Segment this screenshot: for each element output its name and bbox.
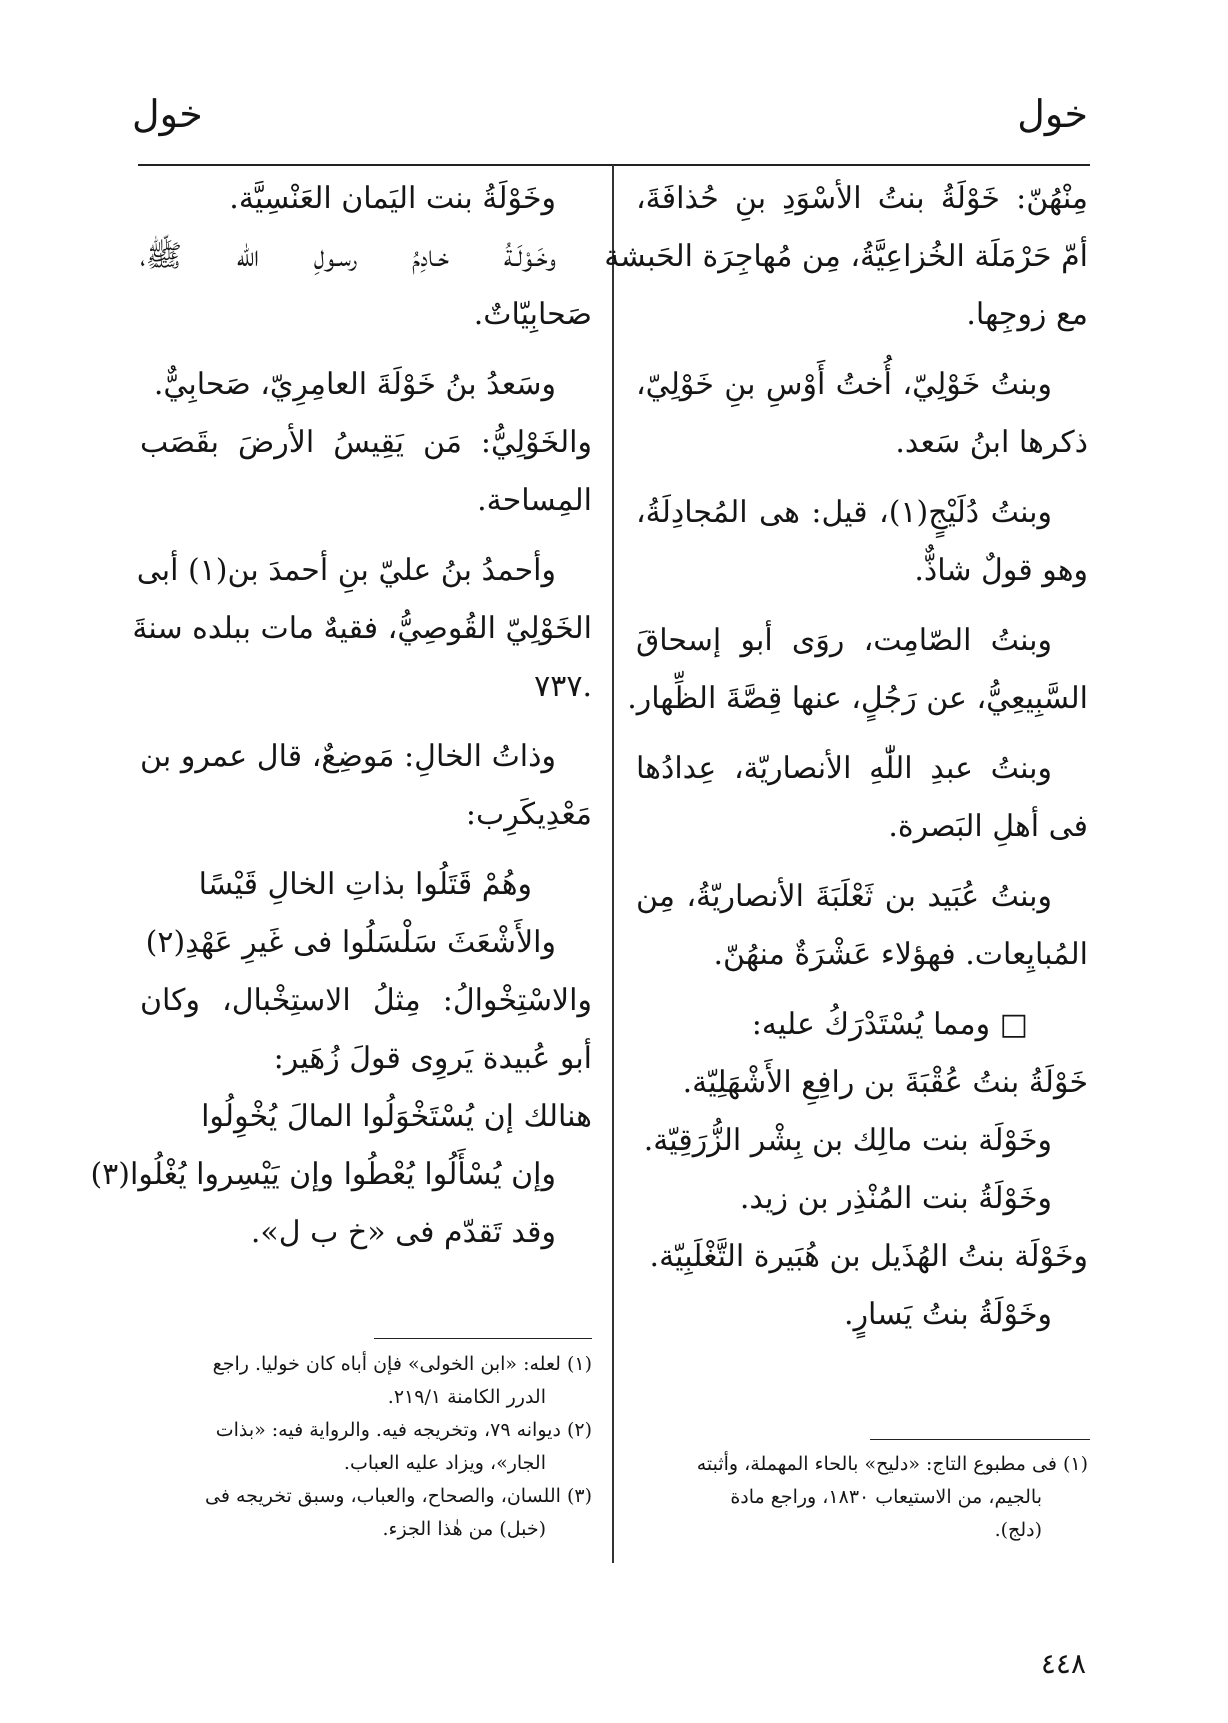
text-line: والاسْتِخْوالُ: مِثلُ الاستِخْبال، وكان	[140, 983, 592, 1018]
text-line: وأحمدُ بنُ عليّ بنِ أحمدَ بن(١) أبى	[136, 553, 556, 588]
text-line: خَوْلَةُ بنتُ عُقْبَةَ بن رافِعِ الأَشْهَلِيّة.	[682, 1065, 1088, 1100]
text-line: وخَـوْلَـةُ خـادِمُ رسـولِ الله ﷺ،	[140, 239, 556, 274]
footnote-line: (١) فى مطبوع التاج: «دليح» بالحاء المهملة، وأثبته	[696, 1453, 1088, 1475]
text-line: وقد تَقدّم فى «خ ب ل».	[250, 1215, 556, 1250]
text-line: وبنتُ دُلَيْجٍ(١)، قيل: هى المُجادِلَةُ،	[636, 495, 1052, 530]
text-line: وبنتُ عبدِ اللّٰهِ الأنصاريّة، عِدادُها	[636, 751, 1052, 786]
running-header-left: خول	[132, 92, 203, 136]
verse-line: والأَشْعَثَ سَلْسَلُوا فى غَيرِ عَهْدِ(٢)	[145, 925, 556, 960]
footnote-line: الجار»، ويزاد عليه العباب.	[343, 1452, 546, 1474]
text-line: الخَوْلِيّ القُوصِيُّ، فقيهٌ مات ببلده سنةَ	[132, 611, 592, 646]
text-line: المُبايِعات. فهؤلاء عَشْرَةٌ منهُنّ.	[713, 937, 1088, 972]
right-column	[604, 170, 1088, 1344]
page-number: ٤٤٨	[1040, 1647, 1086, 1680]
text-line: مِنْهُنّ: خَوْلَةُ بنتُ الأسْوَدِ بنِ حُذافَةَ،	[636, 181, 1088, 216]
text-line: وخَوْلَة بنت مالِك بن بِشْر الزُّرَقِيّة.	[643, 1123, 1052, 1158]
footnote-rule-left	[374, 1338, 592, 1339]
footnote-line: بالجيم، من الاستيعاب ١٨٣٠، وراجع مادة	[730, 1486, 1042, 1508]
text-line: وبنتُ الصّامِت، روَى أبو إسحاقَ	[636, 623, 1052, 658]
text-line: المِساحة.	[477, 483, 592, 518]
text-line: أبو عُبيدة يَروِى قولَ زُهَير:	[273, 1041, 592, 1076]
text-line: السَّبِيعِيُّ، عن رَجُلٍ، عنها قِصَّةَ الظِّهار.	[627, 681, 1088, 716]
text-line: أمّ حَرْمَلَة الخُزاعِيَّةُ، مِن مُهاجِرَة الحَبشة	[604, 239, 1088, 274]
text-line: فى أهلِ البَصرة.	[888, 809, 1088, 844]
footnote-rule-right	[870, 1439, 1090, 1440]
footnote-line: (خبل) من هٰذا الجزء.	[382, 1518, 546, 1540]
footnote-line: (٢) ديوانه ٧٩، وتخريجه فيه. والرواية فيه: «بذات	[215, 1419, 592, 1441]
footnote-line: (٣) اللسان، والصحاح، والعباب، وسبق تخريجه فى	[205, 1485, 592, 1507]
column-divider	[612, 165, 614, 1563]
text-line: مَعْدِيكَرِب:	[465, 797, 592, 832]
footnote-line: (دلج).	[994, 1519, 1042, 1541]
footnotes-right	[636, 1448, 1088, 1547]
running-header-right: خول	[1017, 92, 1088, 136]
verse-line: هنالك إن يُسْتَخْوَلُوا المالَ يُخْوِلُوا	[201, 1099, 592, 1134]
text-line: .٧٣٧	[534, 669, 592, 704]
text-line: وهو قولٌ شاذٌّ.	[914, 553, 1088, 588]
text-line: وسَعدُ بنُ خَوْلَةَ العامِرِيّ، صَحابِيٌّ.	[153, 367, 556, 402]
text-line: وخَوْلَةُ بنت المُنْذِر بن زيد.	[739, 1181, 1052, 1216]
text-line: □ ومما يُسْتَدْرَكُ عليه:	[751, 1007, 1028, 1042]
footnote-line: (١) لعله: «ابن الخولى» فإن أباه كان خوليا. راجع	[212, 1353, 592, 1375]
text-line: وخَوْلَةُ بنتُ يَسارٍ.	[844, 1297, 1052, 1332]
header-rule	[138, 164, 1090, 166]
verse-line: وهُمْ قَتَلُوا بذاتِ الخالِ قَيْسًا	[198, 867, 532, 902]
footnotes-left	[140, 1348, 592, 1546]
text-line: وخَوْلَةُ بنت اليَمان العَنْسِيَّة.	[229, 181, 556, 216]
text-line: مع زوجِها.	[966, 297, 1088, 332]
text-line: والخَوْلِيُّ: مَن يَقِيسُ الأرضَ بقَصَب	[140, 425, 592, 460]
text-line: وخَوْلَة بنتُ الهُذَيل بن هُبَيرة التَّغْلَبِيّة.	[649, 1239, 1088, 1274]
text-line: ذكرها ابنُ سَعد.	[895, 425, 1088, 460]
left-column	[90, 170, 592, 1262]
text-line: وبنتُ خَوْلِيّ، أُختُ أَوْسِ بنِ خَوْلِيّ،	[636, 367, 1052, 402]
text-line: صَحابِيّاتٌ.	[473, 297, 592, 332]
footnote-line: الدرر الكامنة ٢١٩/١.	[387, 1386, 546, 1408]
text-line: وبنتُ عُبَيد بن ثَعْلَبَةَ الأنصاريّةُ، مِن	[636, 879, 1052, 914]
verse-line: وإن يُسْأَلُوا يُعْطُوا وإن يَيْسِروا يُغْلُوا(٣)	[90, 1157, 556, 1192]
text-line: وذاتُ الخالِ: مَوضِعٌ، قال عمرو بن	[140, 739, 556, 774]
